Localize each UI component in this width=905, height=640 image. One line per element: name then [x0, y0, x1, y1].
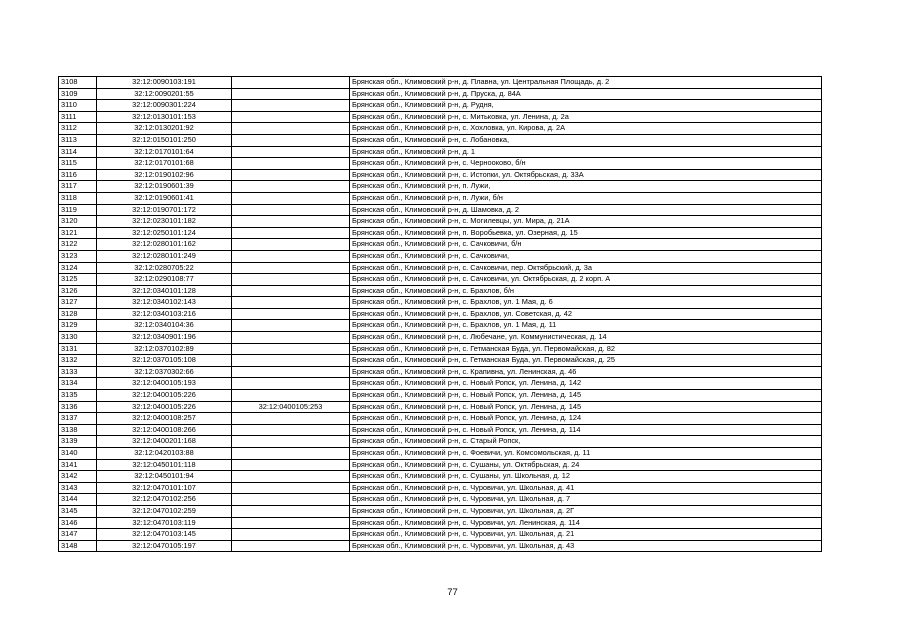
related-cadastral-number-cell — [232, 227, 350, 239]
cadastral-number-cell: 32:12:0400105:193 — [97, 378, 232, 390]
related-cadastral-number-cell — [232, 448, 350, 460]
table-row — [59, 123, 822, 135]
table-row — [59, 494, 822, 506]
address-cell: Брянская обл., Климовский р-н, с. Новый Ропск, ул. Ленина, д. 114 — [350, 424, 822, 436]
address-cell: Брянская обл., Климовский р-н, с. Фоевичи, ул. Комсомольская, д. 11 — [350, 448, 822, 460]
row-number-cell: 3142 — [59, 471, 97, 483]
row-number-cell: 3130 — [59, 332, 97, 344]
table-row — [59, 192, 822, 204]
table-row — [59, 540, 822, 552]
related-cadastral-number-cell — [232, 158, 350, 170]
table-row — [59, 216, 822, 228]
row-number-cell: 3111 — [59, 111, 97, 123]
row-number-cell: 3126 — [59, 285, 97, 297]
cadastral-number-cell: 32:12:0340101:128 — [97, 285, 232, 297]
cadastral-number-cell: 32:12:0250101:124 — [97, 227, 232, 239]
related-cadastral-number-cell — [232, 366, 350, 378]
table-row — [59, 413, 822, 425]
address-cell: Брянская обл., Климовский р-н, с. Брахлов, б/н — [350, 285, 822, 297]
cadastral-number-cell: 32:12:0130201:92 — [97, 123, 232, 135]
cadastral-number-cell: 32:12:0340104:36 — [97, 320, 232, 332]
cadastral-number-cell: 32:12:0470105:197 — [97, 540, 232, 552]
table-row — [59, 471, 822, 483]
table-row — [59, 204, 822, 216]
row-number-cell: 3124 — [59, 262, 97, 274]
related-cadastral-number-cell — [232, 77, 350, 89]
cadastral-number-cell: 32:12:0340901:196 — [97, 332, 232, 344]
address-cell: Брянская обл., Климовский р-н, с. Новый Ропск, ул. Ленина, д. 145 — [350, 390, 822, 402]
related-cadastral-number-cell — [232, 529, 350, 541]
table-row — [59, 274, 822, 286]
cadastral-number-cell: 32:12:0150101:250 — [97, 134, 232, 146]
table-row — [59, 77, 822, 89]
related-cadastral-number-cell — [232, 111, 350, 123]
related-cadastral-number-cell — [232, 204, 350, 216]
address-cell: Брянская обл., Климовский р-н, с. Сачковичи, пер. Октябрьский, д. 3а — [350, 262, 822, 274]
row-number-cell: 3120 — [59, 216, 97, 228]
related-cadastral-number-cell — [232, 250, 350, 262]
related-cadastral-number-cell — [232, 216, 350, 228]
related-cadastral-number-cell — [232, 274, 350, 286]
table-row — [59, 320, 822, 332]
table-row — [59, 378, 822, 390]
address-cell: Брянская обл., Климовский р-н, д. Рудня, — [350, 100, 822, 112]
table-row — [59, 448, 822, 460]
table-row — [59, 482, 822, 494]
row-number-cell: 3140 — [59, 448, 97, 460]
cadastral-number-cell: 32:12:0470102:256 — [97, 494, 232, 506]
row-number-cell: 3119 — [59, 204, 97, 216]
row-number-cell: 3123 — [59, 250, 97, 262]
table-row — [59, 308, 822, 320]
related-cadastral-number-cell — [232, 100, 350, 112]
cadastral-number-cell: 32:12:0450101:118 — [97, 459, 232, 471]
row-number-cell: 3146 — [59, 517, 97, 529]
address-cell: Брянская обл., Климовский р-н, с. Чуровичи, ул. Ленинская, д. 114 — [350, 517, 822, 529]
row-number-cell: 3132 — [59, 355, 97, 367]
address-cell: Брянская обл., Климовский р-н, с. Новый Ропск, ул. Ленина, д. 145 — [350, 401, 822, 413]
row-number-cell: 3131 — [59, 343, 97, 355]
cadastral-number-cell: 32:12:0470103:119 — [97, 517, 232, 529]
cadastral-number-cell: 32:12:0280101:162 — [97, 239, 232, 251]
related-cadastral-number-cell — [232, 320, 350, 332]
table-row — [59, 332, 822, 344]
row-number-cell: 3135 — [59, 390, 97, 402]
table-row — [59, 111, 822, 123]
cadastral-number-cell: 32:12:0470101:107 — [97, 482, 232, 494]
row-number-cell: 3138 — [59, 424, 97, 436]
related-cadastral-number-cell — [232, 88, 350, 100]
row-number-cell: 3118 — [59, 192, 97, 204]
address-cell: Брянская обл., Климовский р-н, д. 1 — [350, 146, 822, 158]
page-number: 77 — [447, 587, 458, 598]
related-cadastral-number-cell — [232, 169, 350, 181]
related-cadastral-number-cell — [232, 378, 350, 390]
related-cadastral-number-cell — [232, 146, 350, 158]
cadastral-number-cell: 32:12:0340103:216 — [97, 308, 232, 320]
related-cadastral-number-cell — [232, 239, 350, 251]
row-number-cell: 3109 — [59, 88, 97, 100]
address-cell: Брянская обл., Климовский р-н, с. Могилевцы, ул. Мира, д. 21А — [350, 216, 822, 228]
table-row — [59, 366, 822, 378]
cadastral-number-cell: 32:12:0280705:22 — [97, 262, 232, 274]
table-row — [59, 146, 822, 158]
related-cadastral-number-cell — [232, 482, 350, 494]
row-number-cell: 3137 — [59, 413, 97, 425]
related-cadastral-number-cell — [232, 181, 350, 193]
address-cell: Брянская обл., Климовский р-н, с. Сачковичи, б/н — [350, 239, 822, 251]
cadastral-number-cell: 32:12:0130101:153 — [97, 111, 232, 123]
row-number-cell: 3148 — [59, 540, 97, 552]
address-cell: Брянская обл., Климовский р-н, с. Чуровичи, ул. Школьная, д. 7 — [350, 494, 822, 506]
address-cell: Брянская обл., Климовский р-н, с. Новый Ропск, ул. Ленина, д. 142 — [350, 378, 822, 390]
address-cell: Брянская обл., Климовский р-н, д. Шамовка, д. 2 — [350, 204, 822, 216]
row-number-cell: 3114 — [59, 146, 97, 158]
table-row — [59, 343, 822, 355]
table-row — [59, 227, 822, 239]
row-number-cell: 3128 — [59, 308, 97, 320]
address-cell: Брянская обл., Климовский р-н, с. Чуровичи, ул. Школьная, д. 21 — [350, 529, 822, 541]
table-row — [59, 262, 822, 274]
cadastral-number-cell: 32:12:0190601:41 — [97, 192, 232, 204]
related-cadastral-number-cell — [232, 424, 350, 436]
address-cell: Брянская обл., Климовский р-н, с. Брахлов, ул. 1 Мая, д. 6 — [350, 297, 822, 309]
registry-table-body — [59, 77, 822, 552]
row-number-cell: 3144 — [59, 494, 97, 506]
row-number-cell: 3116 — [59, 169, 97, 181]
related-cadastral-number-cell — [232, 413, 350, 425]
related-cadastral-number-cell — [232, 517, 350, 529]
address-cell: Брянская обл., Климовский р-н, с. Брахлов, ул. 1 Мая, д. 11 — [350, 320, 822, 332]
address-cell: Брянская обл., Климовский р-н, с. Истопки, ул. Октябрьская, д. 33А — [350, 169, 822, 181]
address-cell: Брянская обл., Климовский р-н, с. Чуровичи, ул. Школьная, д. 2Г — [350, 505, 822, 517]
related-cadastral-number-cell — [232, 540, 350, 552]
table-row — [59, 158, 822, 170]
address-cell: Брянская обл., Климовский р-н, с. Любечане, ул. Коммунистическая, д. 14 — [350, 332, 822, 344]
row-number-cell: 3121 — [59, 227, 97, 239]
cadastral-number-cell: 32:12:0400105:226 — [97, 401, 232, 413]
related-cadastral-number-cell — [232, 459, 350, 471]
related-cadastral-number-cell — [232, 134, 350, 146]
cadastral-number-cell: 32:12:0450101:94 — [97, 471, 232, 483]
table-row — [59, 505, 822, 517]
related-cadastral-number-cell — [232, 262, 350, 274]
row-number-cell: 3108 — [59, 77, 97, 89]
cadastral-number-cell: 32:12:0170101:64 — [97, 146, 232, 158]
address-cell: Брянская обл., Климовский р-н, с. Брахлов, ул. Советская, д. 42 — [350, 308, 822, 320]
table-row — [59, 459, 822, 471]
row-number-cell: 3147 — [59, 529, 97, 541]
row-number-cell: 3125 — [59, 274, 97, 286]
table-row — [59, 239, 822, 251]
related-cadastral-number-cell — [232, 123, 350, 135]
table-row — [59, 285, 822, 297]
related-cadastral-number-cell — [232, 343, 350, 355]
cadastral-number-cell: 32:12:0090301:224 — [97, 100, 232, 112]
cadastral-number-cell: 32:12:0370102:89 — [97, 343, 232, 355]
table-row — [59, 529, 822, 541]
cadastral-number-cell: 32:12:0470103:145 — [97, 529, 232, 541]
related-cadastral-number-cell — [232, 505, 350, 517]
address-cell: Брянская обл., Климовский р-н, с. Сачковичи, ул. Октябрьская, д. 2 корп. А — [350, 274, 822, 286]
table-row — [59, 401, 822, 413]
table-row — [59, 424, 822, 436]
address-cell: Брянская обл., Климовский р-н, п. Лужи, б/н — [350, 192, 822, 204]
related-cadastral-number-cell: 32:12:0400105:253 — [232, 401, 350, 413]
row-number-cell: 3122 — [59, 239, 97, 251]
related-cadastral-number-cell — [232, 192, 350, 204]
related-cadastral-number-cell — [232, 308, 350, 320]
related-cadastral-number-cell — [232, 494, 350, 506]
cadastral-number-cell: 32:12:0340102:143 — [97, 297, 232, 309]
cadastral-number-cell: 32:12:0370302:66 — [97, 366, 232, 378]
row-number-cell: 3115 — [59, 158, 97, 170]
table-row — [59, 390, 822, 402]
address-cell: Брянская обл., Климовский р-н, с. Новый Ропск, ул. Ленина, д. 124 — [350, 413, 822, 425]
table-row — [59, 134, 822, 146]
address-cell: Брянская обл., Климовский р-н, с. Сачковичи, — [350, 250, 822, 262]
row-number-cell: 3141 — [59, 459, 97, 471]
row-number-cell: 3113 — [59, 134, 97, 146]
address-cell: Брянская обл., Климовский р-н, с. Сушаны, ул. Октябрьская, д. 24 — [350, 459, 822, 471]
row-number-cell: 3136 — [59, 401, 97, 413]
address-cell: Брянская обл., Климовский р-н, д. Пруска, д. 84А — [350, 88, 822, 100]
row-number-cell: 3110 — [59, 100, 97, 112]
registry-table — [58, 76, 822, 552]
table-row — [59, 250, 822, 262]
cadastral-number-cell: 32:12:0400108:257 — [97, 413, 232, 425]
address-cell: Брянская обл., Климовский р-н, с. Гетманская Буда, ул. Первомайская, д. 82 — [350, 343, 822, 355]
address-cell: Брянская обл., Климовский р-н, с. Чернооково, б/н — [350, 158, 822, 170]
row-number-cell: 3133 — [59, 366, 97, 378]
cadastral-number-cell: 32:12:0400108:266 — [97, 424, 232, 436]
address-cell: Брянская обл., Климовский р-н, с. Крапивна, ул. Ленинская, д. 46 — [350, 366, 822, 378]
cadastral-number-cell: 32:12:0190102:96 — [97, 169, 232, 181]
cadastral-number-cell: 32:12:0230101:182 — [97, 216, 232, 228]
related-cadastral-number-cell — [232, 436, 350, 448]
related-cadastral-number-cell — [232, 390, 350, 402]
row-number-cell: 3134 — [59, 378, 97, 390]
table-row — [59, 169, 822, 181]
address-cell: Брянская обл., Климовский р-н, с. Чуровичи, ул. Школьная, д. 43 — [350, 540, 822, 552]
cadastral-number-cell: 32:12:0190601:39 — [97, 181, 232, 193]
cadastral-number-cell: 32:12:0290108:77 — [97, 274, 232, 286]
address-cell: Брянская обл., Климовский р-н, п. Лужи, — [350, 181, 822, 193]
cadastral-number-cell: 32:12:0400105:226 — [97, 390, 232, 402]
row-number-cell: 3112 — [59, 123, 97, 135]
table-row — [59, 100, 822, 112]
table-row — [59, 355, 822, 367]
table-row — [59, 88, 822, 100]
row-number-cell: 3129 — [59, 320, 97, 332]
address-cell: Брянская обл., Климовский р-н, с. Старый Ропск, — [350, 436, 822, 448]
row-number-cell: 3127 — [59, 297, 97, 309]
table-row — [59, 517, 822, 529]
cadastral-number-cell: 32:12:0280101:249 — [97, 250, 232, 262]
cadastral-number-cell: 32:12:0090103:191 — [97, 77, 232, 89]
table-row — [59, 297, 822, 309]
address-cell: Брянская обл., Климовский р-н, п. Воробьевка, ул. Озерная, д. 15 — [350, 227, 822, 239]
related-cadastral-number-cell — [232, 355, 350, 367]
row-number-cell: 3139 — [59, 436, 97, 448]
address-cell: Брянская обл., Климовский р-н, д. Плавна, ул. Центральная Площадь, д. 2 — [350, 77, 822, 89]
table-row — [59, 436, 822, 448]
cadastral-number-cell: 32:12:0370105:108 — [97, 355, 232, 367]
cadastral-number-cell: 32:12:0420103:88 — [97, 448, 232, 460]
related-cadastral-number-cell — [232, 285, 350, 297]
related-cadastral-number-cell — [232, 332, 350, 344]
address-cell: Брянская обл., Климовский р-н, с. Чуровичи, ул. Школьная, д. 41 — [350, 482, 822, 494]
row-number-cell: 3117 — [59, 181, 97, 193]
cadastral-number-cell: 32:12:0400201:168 — [97, 436, 232, 448]
row-number-cell: 3145 — [59, 505, 97, 517]
table-row — [59, 181, 822, 193]
cadastral-number-cell: 32:12:0090201:55 — [97, 88, 232, 100]
related-cadastral-number-cell — [232, 297, 350, 309]
row-number-cell: 3143 — [59, 482, 97, 494]
address-cell: Брянская обл., Климовский р-н, с. Лобановка, — [350, 134, 822, 146]
address-cell: Брянская обл., Климовский р-н, с. Хохловка, ул. Кирова, д. 2А — [350, 123, 822, 135]
address-cell: Брянская обл., Климовский р-н, с. Сушаны, ул. Школьная, д. 12 — [350, 471, 822, 483]
related-cadastral-number-cell — [232, 471, 350, 483]
cadastral-number-cell: 32:12:0170101:68 — [97, 158, 232, 170]
cadastral-number-cell: 32:12:0190701:172 — [97, 204, 232, 216]
address-cell: Брянская обл., Климовский р-н, с. Гетманская Буда, ул. Первомайская, д. 25 — [350, 355, 822, 367]
address-cell: Брянская обл., Климовский р-н, с. Митьковка, ул. Ленина, д. 2а — [350, 111, 822, 123]
cadastral-number-cell: 32:12:0470102:259 — [97, 505, 232, 517]
